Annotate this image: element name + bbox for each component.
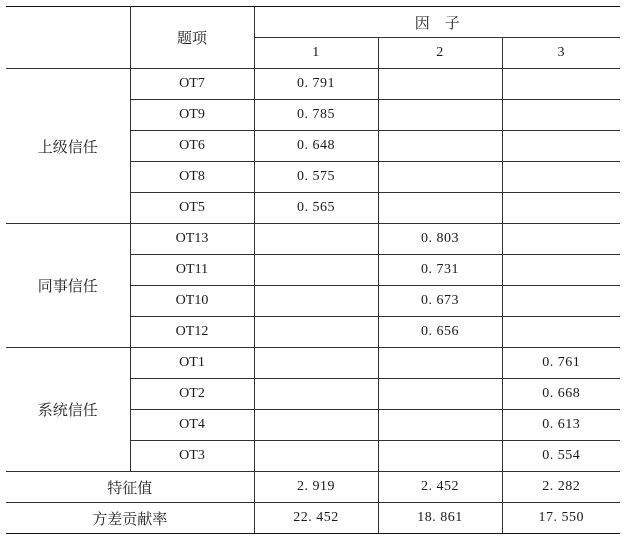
item-cell: OT13 <box>130 224 254 255</box>
eigenvalue-factor3: 2. 282 <box>502 472 620 503</box>
table-row <box>6 224 620 255</box>
factor1-cell <box>254 286 378 317</box>
variance-factor3: 17. 550 <box>502 503 620 534</box>
group-label: 上级信任 <box>6 69 130 224</box>
group-superior-trust <box>6 69 620 224</box>
factor2-cell <box>378 441 502 472</box>
factor1-cell: 0. 791 <box>254 69 378 100</box>
table-header <box>6 7 620 69</box>
table-row <box>6 348 620 379</box>
factor2-cell: 0. 731 <box>378 255 502 286</box>
factor2-cell: 0. 656 <box>378 317 502 348</box>
group-label: 同事信任 <box>6 224 130 348</box>
item-cell: OT1 <box>130 348 254 379</box>
item-cell: OT10 <box>130 286 254 317</box>
item-cell: OT3 <box>130 441 254 472</box>
factor3-cell <box>502 317 620 348</box>
item-cell: OT4 <box>130 410 254 441</box>
factor1-cell <box>254 224 378 255</box>
factor2-cell: 0. 803 <box>378 224 502 255</box>
item-cell: OT7 <box>130 69 254 100</box>
item-cell: OT5 <box>130 193 254 224</box>
factor2-cell <box>378 100 502 131</box>
eigenvalue-factor1: 2. 919 <box>254 472 378 503</box>
item-cell: OT6 <box>130 131 254 162</box>
factor1-cell <box>254 255 378 286</box>
item-cell: OT12 <box>130 317 254 348</box>
factor2-cell <box>378 379 502 410</box>
factor2-cell: 0. 673 <box>378 286 502 317</box>
eigenvalue-label: 特征值 <box>6 472 254 503</box>
factor-loading-table <box>6 6 620 534</box>
factor1-cell <box>254 441 378 472</box>
variance-contribution-label: 方差贡献率 <box>6 503 254 534</box>
variance-factor1: 22. 452 <box>254 503 378 534</box>
table-row <box>6 69 620 100</box>
header-factor-group: 因 子 <box>254 7 620 38</box>
factor3-cell <box>502 131 620 162</box>
eigenvalue-factor2: 2. 452 <box>378 472 502 503</box>
factor1-cell: 0. 565 <box>254 193 378 224</box>
group-coworker-trust <box>6 224 620 348</box>
factor1-cell <box>254 317 378 348</box>
factor3-cell <box>502 162 620 193</box>
factor1-cell <box>254 410 378 441</box>
factor2-cell <box>378 410 502 441</box>
group-label: 系统信任 <box>6 348 130 472</box>
header-item-cell: 题项 <box>130 7 254 69</box>
item-cell: OT11 <box>130 255 254 286</box>
factor1-cell <box>254 379 378 410</box>
factor3-cell <box>502 69 620 100</box>
header-factor-2: 2 <box>378 38 502 69</box>
factor1-cell <box>254 348 378 379</box>
factor1-cell: 0. 575 <box>254 162 378 193</box>
header-dimension-cell <box>6 7 130 69</box>
header-factor-1: 1 <box>254 38 378 69</box>
factor3-cell: 0. 668 <box>502 379 620 410</box>
factor3-cell <box>502 255 620 286</box>
eigenvalue-row <box>6 472 620 503</box>
factor3-cell: 0. 761 <box>502 348 620 379</box>
item-cell: OT8 <box>130 162 254 193</box>
factor2-cell <box>378 193 502 224</box>
factor3-cell <box>502 100 620 131</box>
factor2-cell <box>378 162 502 193</box>
factor3-cell: 0. 613 <box>502 410 620 441</box>
factor2-cell <box>378 131 502 162</box>
factor2-cell <box>378 348 502 379</box>
variance-factor2: 18. 861 <box>378 503 502 534</box>
factor3-cell <box>502 193 620 224</box>
item-cell: OT9 <box>130 100 254 131</box>
factor1-cell: 0. 648 <box>254 131 378 162</box>
variance-contribution-row <box>6 503 620 534</box>
factor3-cell <box>502 224 620 255</box>
factor3-cell <box>502 286 620 317</box>
table-footer <box>6 472 620 534</box>
item-cell: OT2 <box>130 379 254 410</box>
factor3-cell: 0. 554 <box>502 441 620 472</box>
header-row-1 <box>6 7 620 38</box>
header-factor-3: 3 <box>502 38 620 69</box>
group-system-trust <box>6 348 620 472</box>
factor2-cell <box>378 69 502 100</box>
factor1-cell: 0. 785 <box>254 100 378 131</box>
